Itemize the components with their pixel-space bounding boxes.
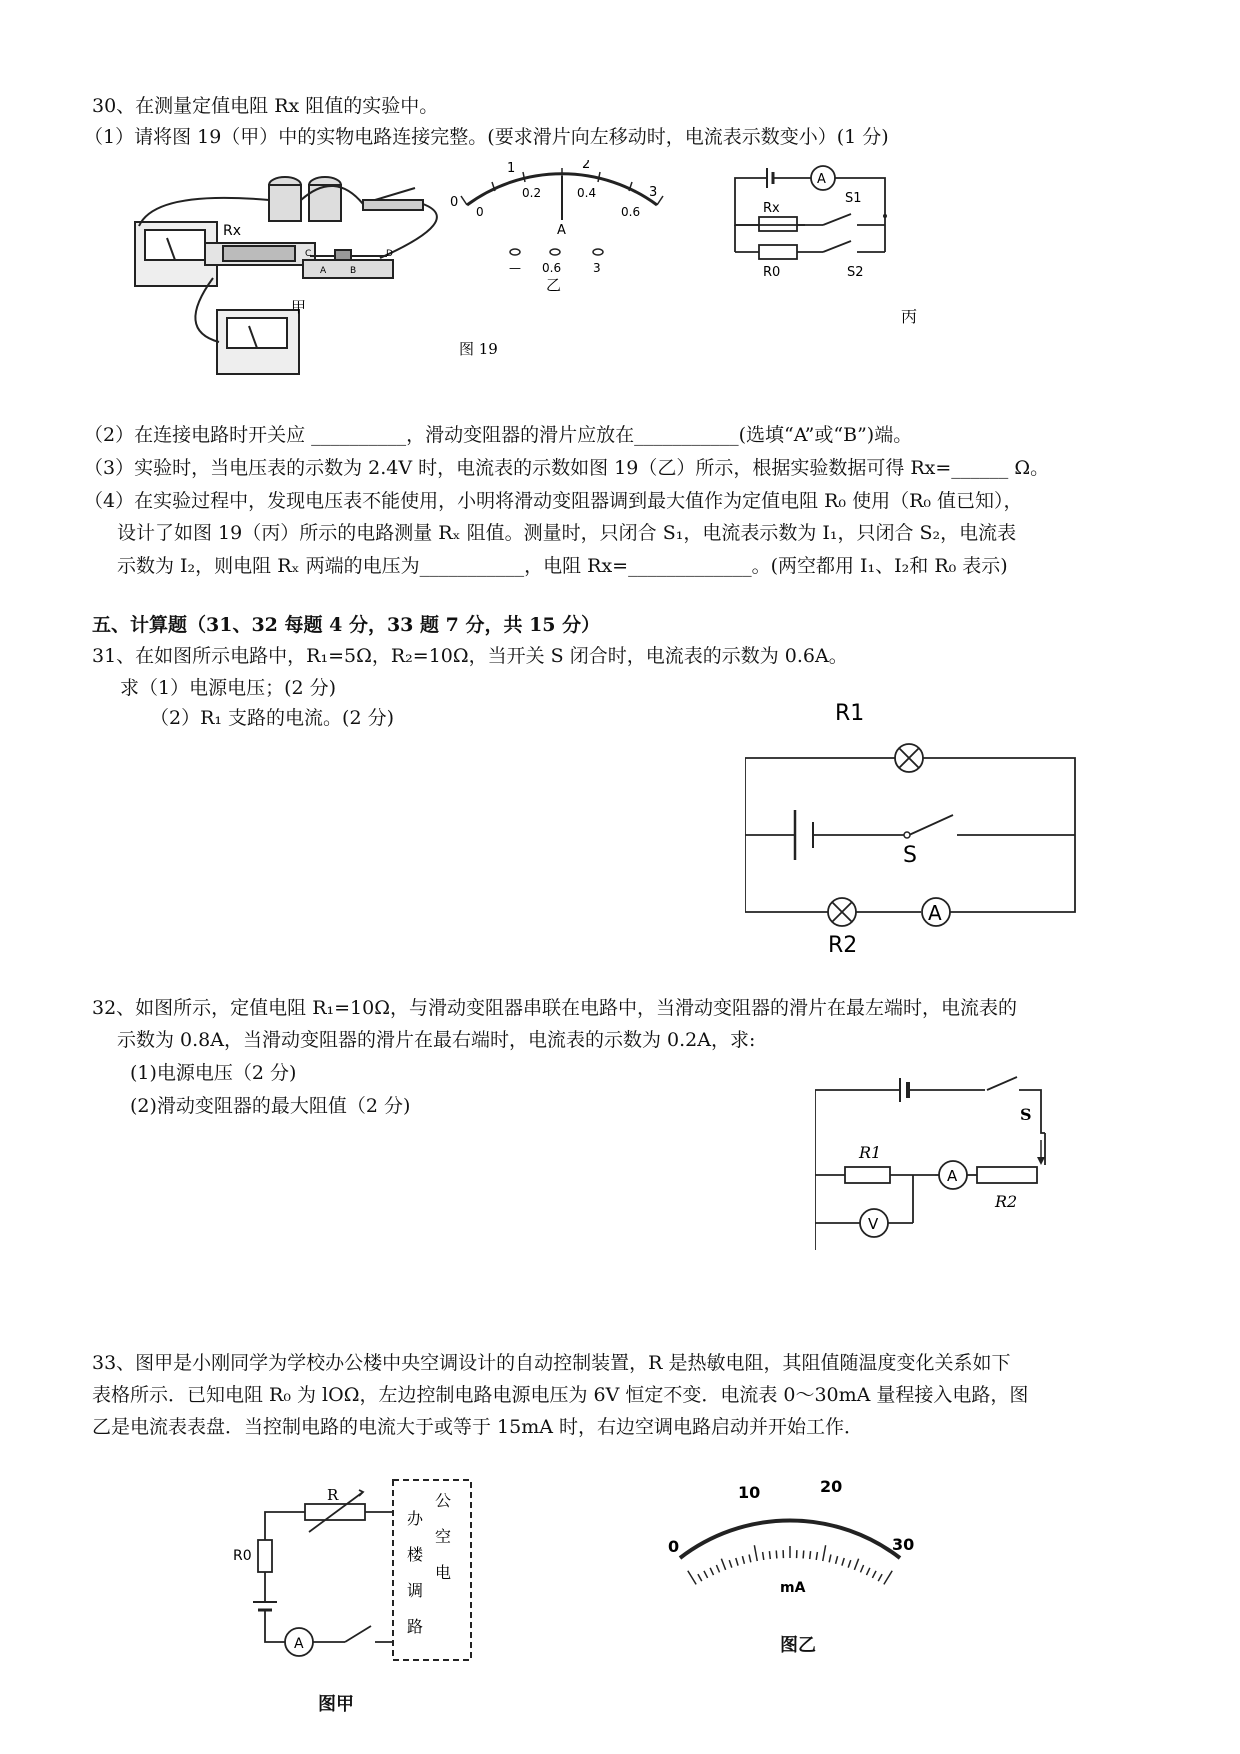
q33-box-char-6: 空 (435, 1527, 452, 1546)
q31-ask1: 求（1）电源电压；(2 分) (120, 677, 337, 699)
q31-ammeter-label: A (928, 901, 942, 925)
dial-scale-0: 0 (668, 1537, 680, 1556)
q33-box-char-4: 路 (407, 1617, 424, 1636)
yi-bottom-scale-3: 0.6 (621, 205, 641, 219)
q32-title: 32、如图所示，定值电阻 R₁=10Ω，与滑动变阻器串联在电路中，当滑动变阻器的滑片在最左端时，电流表的 (92, 997, 1017, 1019)
q33-box-char-2: 楼 (407, 1545, 424, 1564)
bing-rx-label: Rx (763, 201, 780, 216)
dial-tick (829, 1555, 831, 1563)
q30-part4-line2: 设计了如图 19（丙）所示的电路测量 Rₓ 阻值。测量时，只闭合 S₁，电流表示数为 I₁，只闭合 S₂，电流表 (117, 522, 1017, 544)
dial-tick (721, 1559, 725, 1570)
dial-tick (688, 1571, 696, 1585)
figure-19 (95, 160, 1030, 410)
dial-unit: mA (780, 1580, 806, 1596)
dial-tick (884, 1571, 892, 1585)
q30-part4-line3: 示数为 I₂，则电阻 Rₓ 两端的电压为___________，电阻 Rx=_____________。(两空都用 I₁、I₂和 R₀ 表示) (117, 555, 1008, 577)
q33-fig-jia-caption: 图甲 (318, 1694, 354, 1715)
label-bing: 丙 (901, 307, 918, 326)
q31-r2-label: R2 (828, 933, 858, 955)
dial-tick (704, 1571, 708, 1578)
q32-circuit-diagram (815, 1065, 1065, 1250)
q30-part3: （3）实验时，当电压表的示数为 2.4V 时，电流表的示数如图 19（乙）所示，根据实验数据可得 Rx=______ Ω。 (84, 457, 1050, 479)
dial-tick (736, 1558, 738, 1566)
figure-19-bing (735, 166, 885, 259)
q33-figure-jia (225, 1460, 495, 1680)
q33-r-label: R (327, 1486, 339, 1504)
q31-ask2: （2）R₁ 支路的电流。(2 分) (150, 707, 395, 729)
dial-tick (803, 1551, 804, 1559)
dial-tick (698, 1574, 702, 1581)
yi-bottom-scale-2: 0.4 (577, 186, 597, 200)
yi-top-scale-3: 3 (649, 185, 658, 200)
q32-ask1: (1)电源电压（2 分) (130, 1062, 297, 1084)
q30-part4-line1: （4）在实验过程中，发现电压表不能使用，小明将滑动变阻器调到最大值作为定值电阻 R₀ 使用（R₀ 值已知）， (84, 490, 1023, 512)
dial-tick (842, 1558, 844, 1566)
figure-19-caption: 图 19 (459, 340, 498, 358)
dial-tick (854, 1559, 858, 1570)
q33-box-char-3: 调 (407, 1581, 424, 1600)
terminal-minus: — (509, 261, 521, 275)
dial-scale-20: 20 (820, 1477, 843, 1496)
jia-rx-label: Rx (223, 223, 242, 239)
q30-part1: （1）请将图 19（甲）中的实物电路连接完整。(要求滑片向左移动时，电流表示数变小）(1 分) (84, 126, 889, 148)
label-yi: 乙 (546, 276, 562, 294)
q32-s-label: S (1020, 1105, 1032, 1124)
terminal-0-6: 0.6 (542, 261, 562, 275)
yi-top-scale-0: 0 (450, 195, 459, 210)
figure-19-jia (135, 177, 437, 374)
terminal-3: 3 (593, 261, 601, 275)
dial-tick (872, 1571, 876, 1578)
dial-scale-30: 30 (892, 1535, 915, 1554)
dial-tick (769, 1551, 770, 1559)
q31-title: 31、在如图所示电路中，R₁=5Ω，R₂=10Ω，当开关 S 闭合时，电流表的示数为 0.6A。 (92, 645, 848, 667)
dial-tick (716, 1565, 719, 1572)
dial-tick (816, 1552, 817, 1560)
yi-bottom-scale-0: 0 (476, 205, 484, 219)
q33-line1: 33、图甲是小刚同学为学校办公楼中央空调设计的自动控制装置，R 是热敏电阻，其阻值随温度变化关系如下 (92, 1352, 1011, 1374)
dial-tick (836, 1556, 838, 1564)
slider-label-b: B (350, 266, 357, 276)
slider-label-d: D (386, 249, 393, 259)
dial-tick (763, 1552, 764, 1560)
q31-r1-label: R1 (835, 701, 865, 726)
dial-tick (848, 1560, 851, 1568)
q33-line3: 乙是电流表表盘．当控制电路的电流大于或等于 15mA 时，右边空调电路启动并开始工作． (92, 1416, 863, 1438)
q30-title: 30、在测量定值电阻 Rx 阻值的实验中。 (92, 95, 439, 117)
dial-tick (810, 1551, 811, 1559)
dial-tick (749, 1555, 751, 1563)
q32-ammeter-label: A (947, 1167, 958, 1185)
dial-tick (742, 1556, 744, 1564)
q33-box-char-1: 办 (407, 1509, 424, 1528)
q33-r0-label: R0 (233, 1548, 252, 1564)
q33-fig-yi-caption: 图乙 (780, 1635, 816, 1656)
q33-figure-yi-dial (660, 1470, 920, 1600)
yi-bottom-scale-1: 0.2 (522, 186, 542, 200)
q32-voltmeter-label: V (868, 1215, 879, 1233)
yi-top-scale-2: 2 (582, 160, 591, 172)
q32-ask2: (2)滑动变阻器的最大阻值（2 分) (130, 1095, 411, 1117)
q32-r1-label: R1 (859, 1143, 882, 1162)
slider-label-c: C (305, 249, 312, 259)
slider-label-a: A (320, 266, 327, 276)
bing-r0-label: R0 (763, 265, 781, 280)
dial-tick (729, 1560, 732, 1568)
q33-box-char-5: 公 (435, 1491, 452, 1510)
q32-r2-label: R2 (995, 1192, 1018, 1211)
section-5-heading: 五、计算题（31、32 每题 4 分，33 题 7 分，共 15 分） (92, 614, 601, 636)
dial-scale-10: 10 (738, 1483, 761, 1502)
dial-tick (776, 1551, 777, 1559)
dial-tick (860, 1565, 863, 1572)
dial-tick (710, 1568, 713, 1575)
bing-ammeter-label: A (817, 172, 826, 187)
yi-top-scale-1: 1 (507, 161, 516, 176)
q32-title-cont: 示数为 0.8A，当滑动变阻器的滑片在最右端时，电流表的示数为 0.2A，求: (117, 1029, 756, 1051)
q33-box-char-7: 电 (435, 1563, 452, 1582)
dial-tick (866, 1568, 869, 1575)
yi-terminals (510, 249, 603, 255)
q31-circuit-diagram (745, 690, 1090, 955)
q33-line2: 表格所示．已知电阻 R₀ 为 lOΩ，左边控制电路电源电压为 6V 恒定不变．电流表 0～30mA 量程接入电路，图 (92, 1384, 1029, 1406)
bing-s1-label: S1 (845, 191, 862, 206)
dial-tick (754, 1545, 757, 1561)
dial-tick (823, 1545, 826, 1561)
label-jia: 甲 (291, 298, 307, 316)
q30-part2: （2）在连接电路时开关应 __________，滑动变阻器的滑片应放在___________(选填“A”或“B”)端。 (84, 424, 913, 446)
yi-unit: A (557, 223, 566, 238)
q31-s-label: S (903, 843, 917, 868)
bing-s2-label: S2 (847, 265, 864, 280)
dial-tick (878, 1574, 882, 1581)
q33-ammeter-label: A (294, 1636, 304, 1652)
